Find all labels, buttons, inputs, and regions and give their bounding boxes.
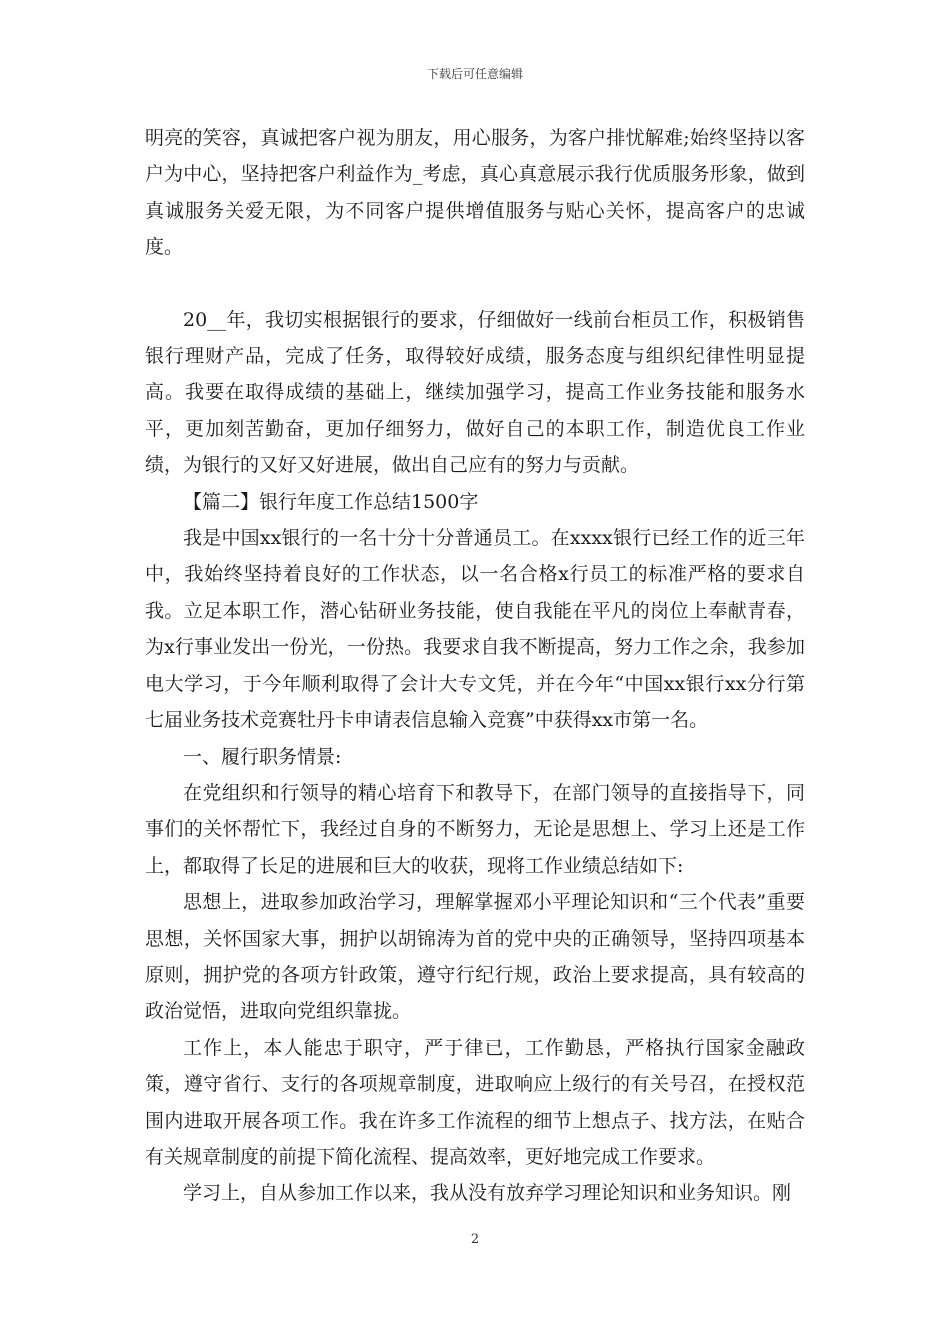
paragraph-continuation: 明亮的笑容，真诚把客户视为朋友，用心服务，为客户排忧解难;始终坚持以客户为中心，坚持把客户利益作为_考虑，真心真意展示我行优质服务形象，做到真诚服务关爱无限，为不同客户提供增值服务与贴心关怀，提高客户的忠诚度。 — [145, 127, 805, 259]
subsection-heading: 一、履行职务情景: — [183, 745, 342, 768]
paragraph-study: 学习上，自从参加工作以来，我从没有放弃学习理论知识和业务知识。刚 — [183, 1182, 792, 1205]
paragraph-intro: 我是中国xx银行的一名十分十分普通员工。在xxxx银行已经工作的近三年中，我始终坚持着良好的工作状态，以一名合格x行员工的标准严格的要求自我。立足本职工作，潜心钻研业务技能，使自我能在平凡的岗位上奉献青春，为x行事业发出一份光，一份热。我要求自我不断提高，努力工作之余，我参加电大学习，于今年顺利取得了会计大专文凭，并在今年“中国xx银行xx分行第七届业务技术竞赛牡丹卡申请表信息输入竞赛”中获得xx市第一名。 — [145, 527, 805, 732]
section-heading: 【篇二】银行年度工作总结1500字 — [183, 490, 479, 513]
paragraph-year-summary: 20__年，我切实根据银行的要求，仔细做好一线前台柜员工作，积极销售银行理财产品，完成了任务，取得较好成绩，服务态度与组织纪律性明显提高。我要在取得成绩的基础上，继续加强学习，提高工作业务技能和服务水平，更加刻苦勤奋，更加仔细努力，做好自己的本职工作，制造优良工作业绩，为银行的又好又好进展，做出自己应有的努力与贡献。 — [145, 308, 805, 477]
paragraph-duties: 在党组织和行领导的精心培育下和教导下，在部门领导的直接指导下，同事们的关怀帮忙下，我经过自身的不断努力，无论是思想上、学习上还是工作上，都取得了长足的进展和巨大的收获，现将工作业绩总结如下: — [145, 781, 805, 877]
paragraph-thought: 思想上，进取参加政治学习，理解掌握邓小平理论知识和“三个代表”重要思想，关怀国家大事，拥护以胡锦涛为首的党中央的正确领导，坚持四项基本原则，拥护党的各项方针政策，遵守行纪行规，政治上要求提高，具有较高的政治觉悟，进取向党组织靠拢。 — [145, 891, 805, 1023]
document-body — [145, 120, 805, 1212]
paragraph-work: 工作上，本人能忠于职守，严于律已，工作勤恳，严格执行国家金融政策，遵守省行、支行的各项规章制度，进取响应上级行的有关号召，在授权范围内进取开展各项工作。我在许多工作流程的细节上想点子、找方法，在贴合有关规章制度的前提下简化流程、提高效率，更好地完成工作要求。 — [145, 1036, 805, 1168]
page-header: 下载后可任意编辑 — [426, 67, 523, 81]
page-number: 2 — [470, 1232, 480, 1247]
